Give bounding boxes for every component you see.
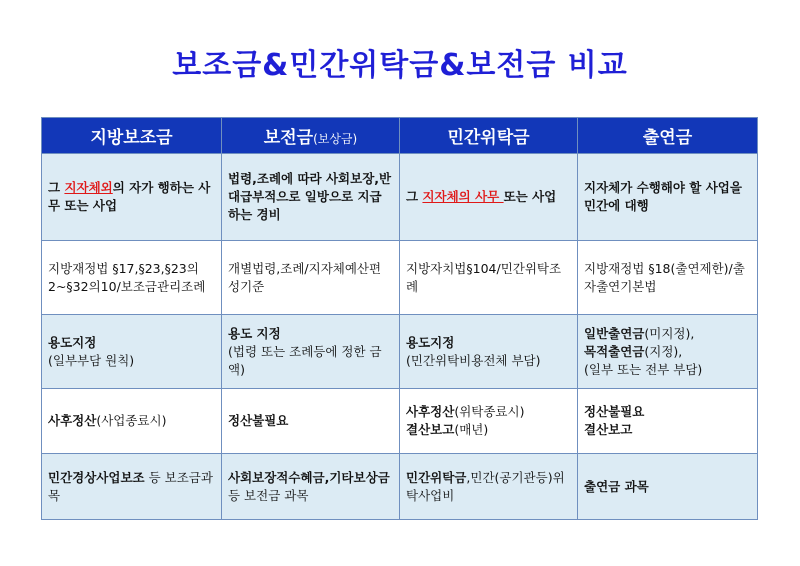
table-row (42, 241, 758, 315)
cell-subsidy-budget-item: 민간경상사업보조 등 보조금과목 (42, 454, 222, 520)
cell-contribution-budget-item: 출연금 과목 (578, 454, 758, 520)
cell-subsidy-legal-basis: 지방재정법 §17,§23,§23의2~§32의10/보조금관리조례 (42, 241, 222, 315)
cell-contribution-legal-basis: 지방재정법 §18(출연제한)/출자출연기본법 (578, 241, 758, 315)
cell-contribution-definition: 지자체가 수행해야 할 사업을 민간에 대행 (578, 154, 758, 241)
header-compensation-label: 보전금 (263, 128, 314, 148)
cell-subsidy-settlement: 사후정산(사업종료시) (42, 389, 222, 454)
cell-consignment-usage: 용도지정 (민간위탁비용전체 부담) (400, 315, 578, 389)
cell-contribution-settlement: 정산불필요 결산보고 (578, 389, 758, 454)
cell-consignment-legal-basis: 지방자치법§104/민간위탁조례 (400, 241, 578, 315)
cell-compensation-usage: 용도 지정 (법령 또는 조례등에 정한 금액) (222, 315, 400, 389)
cell-consignment-definition: 그 지자체의 사무 또는 사업 (400, 154, 578, 241)
header-contribution: 출연금 (578, 118, 758, 154)
cell-compensation-settlement: 정산불필요 (222, 389, 400, 454)
cell-contribution-usage: 일반출연금(미지정), 목적출연금(지정), (일부 또는 전부 부담) (578, 315, 758, 389)
table-header-row (42, 118, 758, 154)
table-row (42, 315, 758, 389)
cell-subsidy-usage: 용도지정 (일부부담 원칙) (42, 315, 222, 389)
header-subsidy: 지방보조금 (42, 118, 222, 154)
page-title: 보조금&민간위탁금&보전금 비교 (172, 48, 628, 83)
cell-subsidy-definition: 그 지자체외의 자가 행하는 사무 또는 사업 (42, 154, 222, 241)
cell-consignment-settlement: 사후정산(위탁종료시) 결산보고(매년) (400, 389, 578, 454)
table-row (42, 154, 758, 241)
table-row (42, 454, 758, 520)
cell-compensation-budget-item: 사회보장적수혜금,기타보상금 등 보전금 과목 (222, 454, 400, 520)
header-compensation-sub: (보상금) (313, 132, 358, 146)
header-compensation (222, 118, 400, 154)
table-row (42, 389, 758, 454)
comparison-table (41, 117, 758, 520)
cell-consignment-budget-item: 민간위탁금,민간(공기관등)위탁사업비 (400, 454, 578, 520)
cell-compensation-definition: 법령,조례에 따라 사회보장,반대급부적으로 일방으로 지급하는 경비 (222, 154, 400, 241)
cell-compensation-legal-basis: 개별법령,조례/지자체예산편성기준 (222, 241, 400, 315)
header-private-consignment: 민간위탁금 (400, 118, 578, 154)
